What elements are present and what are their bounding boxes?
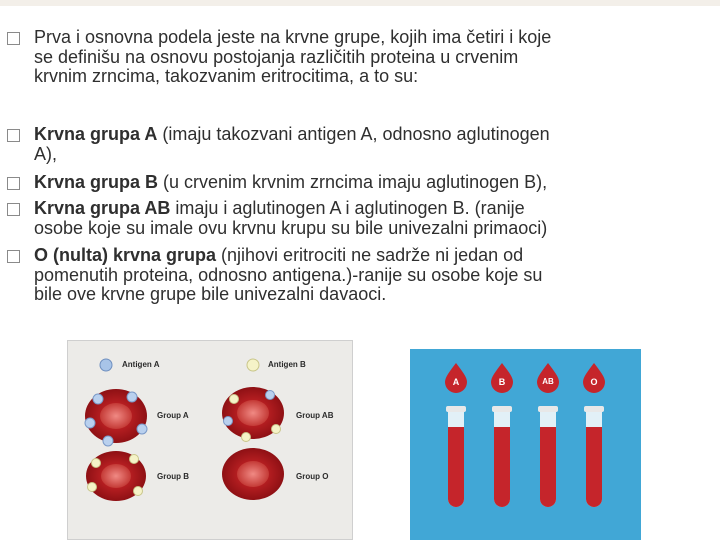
antigen-a-dot — [85, 418, 95, 428]
antigen-b-dot — [272, 425, 281, 434]
group-b-text — [34, 173, 694, 193]
text-line: A), — [34, 143, 58, 164]
label-group-b: Group B — [157, 472, 189, 481]
text-line: krvnim zrncima, takozvanim eritrocitima, a to su: — [34, 66, 419, 86]
test-tube-o — [584, 406, 604, 507]
bullet-square-icon — [7, 203, 20, 216]
blood-tubes-figure — [410, 349, 641, 540]
label-group-o: Group O — [296, 472, 329, 481]
group-name: Krvna grupa AB — [34, 198, 171, 218]
antigen-a-dot — [266, 391, 275, 400]
group-name: O (nulta) krvna grupa — [34, 245, 217, 265]
text-line — [34, 199, 694, 219]
group-o-text — [34, 246, 694, 305]
bullet-square-icon — [7, 250, 20, 263]
tube-label-b: B — [498, 377, 506, 387]
group-name: Krvna grupa B — [34, 172, 159, 192]
legend-antigen-b: Antigen B — [268, 360, 306, 369]
antigen-b-dot — [92, 459, 101, 468]
label-group-a: Group A — [157, 411, 189, 420]
intro-text — [34, 28, 694, 87]
group-a-text — [34, 125, 694, 164]
text-line: bile ove krvne grupe bile univezalni davaoci. — [34, 284, 387, 304]
antigen-a-dot — [93, 394, 103, 404]
group-name: Krvna grupa A — [34, 124, 158, 144]
antigen-b-dot — [230, 395, 239, 404]
group-desc: (imaju takozvani antigen A, odnosno aglutinogen — [157, 124, 550, 144]
bullet-square-icon — [7, 32, 20, 45]
antigen-b-dot — [242, 433, 251, 442]
antigen-b-dot — [130, 455, 139, 464]
text-line — [34, 173, 694, 193]
bullet-square-icon — [7, 129, 20, 142]
text-line — [34, 125, 694, 145]
test-tube-ab — [538, 406, 558, 507]
label-group-ab: Group AB — [296, 411, 334, 420]
group-ab-text — [34, 199, 694, 238]
top-decoration — [0, 0, 720, 6]
test-tube-b — [492, 406, 512, 507]
text-line: se definišu na osnovu postojanja različitih proteina u crvenim — [34, 46, 519, 67]
legend-antigen-a: Antigen A — [122, 360, 160, 369]
tube-label-o: O — [590, 377, 598, 387]
antigen-a-marker-icon — [100, 359, 112, 371]
antigen-a-dot — [137, 424, 147, 434]
text-line: Prva i osnovna podela jeste na krvne grupe, kojih ima četiri i koje — [34, 27, 552, 47]
antigen-b-dot — [134, 487, 143, 496]
text-line — [34, 246, 694, 266]
cell-center — [237, 400, 269, 426]
tube-label-ab: AB — [542, 377, 554, 386]
group-desc: imaju i aglutinogen A i aglutinogen B. (ranije — [170, 198, 525, 218]
group-desc: (njihovi eritrociti ne sadrže ni jedan od — [216, 245, 524, 265]
bullet-square-icon — [7, 177, 20, 190]
text-line: pomenutih proteina, odnosno antigena.)-ranije su osobe koje su — [34, 264, 543, 285]
cell-center — [237, 461, 269, 487]
tube-label-a: A — [452, 377, 460, 387]
text-line: osobe koje su imale ovu krvnu krupu su bile univezalni primaoci) — [34, 217, 548, 238]
antigen-a-dot — [127, 392, 137, 402]
antigen-b-marker-icon — [247, 359, 259, 371]
blood-cells-illustration — [68, 341, 353, 540]
antigen-a-dot — [103, 436, 113, 446]
antigen-a-dot — [224, 417, 233, 426]
antigen-b-dot — [88, 483, 97, 492]
blood-cells-figure — [67, 340, 353, 540]
test-tube-a — [446, 406, 466, 507]
cell-center — [101, 464, 131, 488]
cell-center — [100, 403, 132, 429]
group-desc: (u crvenim krvnim zrncima imaju aglutinogen B), — [158, 172, 548, 192]
